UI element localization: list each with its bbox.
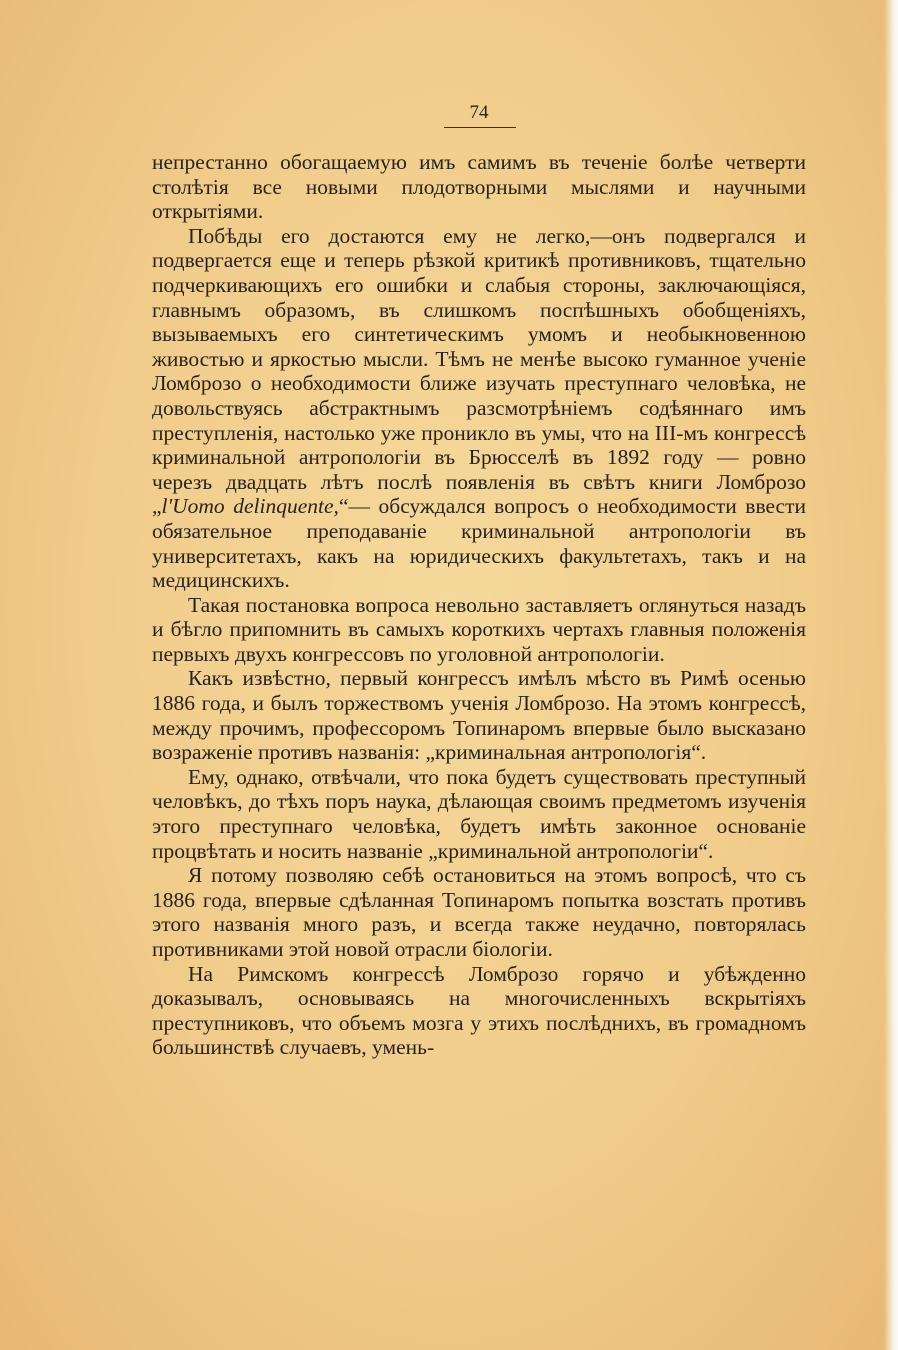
paragraph-7: На Римскомъ конгрессѣ Ломброзо горячо и убѣжденно доказывалъ, основываясь на многочисленныхъ вскрытіяхъ преступниковъ, что объемъ мозга у этихъ послѣднихъ, въ громадномъ большинствѣ случаевъ, умень- — [152, 961, 806, 1060]
paragraph-3: Такая постановка вопроса невольно заставляетъ оглянуться назадъ и бѣгло припомнить въ самыхъ короткихъ чертахъ главныя положенія первыхъ двухъ конгрессовъ по уголовной антропологіи. — [152, 592, 806, 666]
paragraph-1: непрестанно обогащаемую имъ самимъ въ теченіе болѣе четверти столѣтія все новыми плодотворными мыслями и научными открытіями. — [152, 150, 806, 224]
paragraph-4: Какъ извѣстно, первый конгрессъ имѣлъ мѣсто въ Римѣ осенью 1886 года, и былъ торжествомъ ученія Ломброзо. На этомъ конгрессѣ, между прочимъ, профессоромъ Топинаромъ впервые было высказано возраженіе противъ названія: „криминальная антропологія“. — [152, 666, 806, 765]
body-text — [152, 150, 806, 1060]
quote-open: „ — [152, 494, 162, 519]
paragraph-2 — [152, 224, 806, 593]
paragraph-6: Я потому позволяю себѣ остановиться на этомъ вопросѣ, что съ 1886 года, впервые сдѣланная Топинаромъ попытка возстать противъ этого названія много разъ, и всегда также неудачно, повторялась противниками этой новой отрасли біологіи. — [152, 863, 806, 961]
paragraph-2-text: Побѣды его достаются ему не легко,—онъ подвергался и подвергается еще и теперь рѣзкой критикѣ противниковъ, тщательно подчеркивающихъ его ошибки и слабыя стороны, заключающіяся, главнымъ образомъ, въ слишкомъ поспѣшныхъ обобщеніяхъ, вызываемыхъ его синтетическимъ умомъ и необыкновенною живостью и яркостью мысли. Тѣмъ не менѣе высоко гуманное ученіе Ломброзо о необходимости ближе изучать преступнаго человѣка, не довольствуясь абстрактнымъ разсмотрѣніемъ содѣяннаго имъ преступленія, настолько уже проникло въ умы, что на III-мъ конгрессѣ криминальной антропологіи въ Брюсселѣ въ 1892 году — ровно черезъ двадцать лѣтъ послѣ появленія въ свѣтъ книги Ломброзо — [152, 223, 806, 494]
paragraph-5: Ему, однако, отвѣчали, что пока будетъ существовать преступный человѣкъ, до тѣхъ поръ наука, дѣлающая своимъ предметомъ изученія этого преступнаго человѣка, будетъ имѣть законное основаніе процвѣтать и носить названіе „криминальной антропологіи“. — [152, 764, 806, 863]
paragraph-2-rest: “— обсуждался вопросъ о необходимости ввести обязательное преподаваніе криминальной антропологіи въ университетахъ, какъ на юридическихъ факультетахъ, такъ и на медицинскихъ. — [152, 494, 806, 593]
page-number-rule — [444, 127, 516, 128]
page-number: 74 — [469, 102, 489, 123]
book-title: l'Uomo delinquente, — [161, 494, 339, 519]
